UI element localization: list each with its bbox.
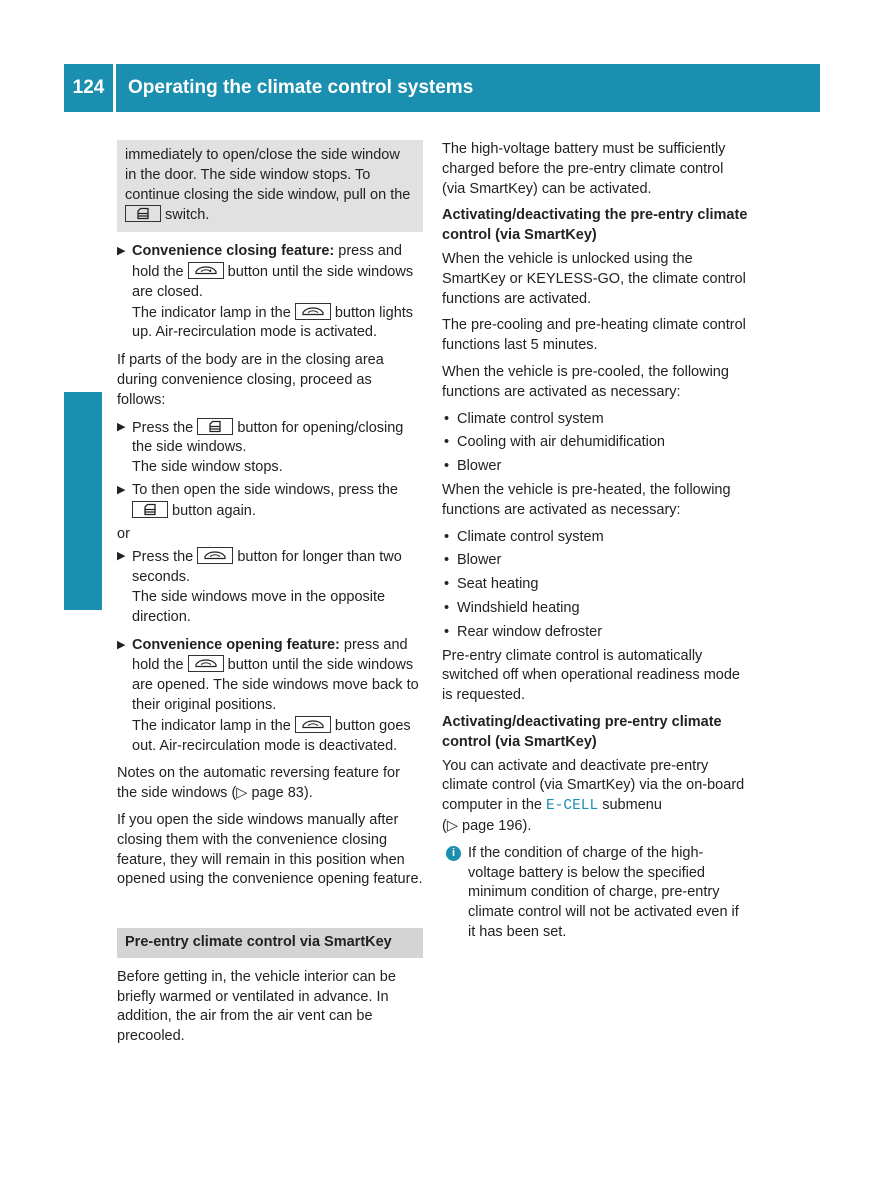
menu-name: E-CELL (545, 798, 599, 815)
step-arrow-icon: ▶ (117, 420, 126, 433)
page-title: Operating the climate control systems (128, 77, 474, 98)
left-column (117, 140, 423, 1054)
air-recirculation-button-icon (188, 655, 224, 672)
info-icon: i (446, 846, 461, 861)
info-note: i If the condition of charge of the high-voltage battery is below the specified minimum condition of charge, pre-entry climate control will not be activated even if it has been set. (442, 844, 748, 943)
note-box (117, 140, 423, 232)
page-number: 124 (64, 64, 116, 112)
window-switch-icon (197, 418, 233, 435)
or-text: or (117, 525, 130, 542)
list-item: • Climate control system (444, 528, 604, 545)
pre-entry-intro: Before getting in, the vehicle interior can be briefly warmed or ventilated in advance. In addition, the air from the air vent can be precooled. (117, 968, 396, 1045)
unlock-text: When the vehicle is unlocked using the SmartKey or KEYLESS-GO, the climate control functions are activated. (442, 250, 746, 307)
list-item: • Blower (444, 552, 502, 569)
list-item: • Rear window defroster (444, 623, 603, 640)
section-heading: Pre-entry climate control via SmartKey (117, 928, 423, 958)
step-open-windows: ▶ To then open the side windows, press the button again. (117, 481, 398, 519)
step-arrow-icon: ▶ (117, 483, 126, 496)
air-recirculation-button-icon (197, 547, 233, 564)
step-convenience-opening: ▶ Convenience opening feature: press and hold the button until the side windows are opened. The side windows move back to their original positions. The indicator lamp in the button goes out. Air-recirculation mode is deactivated. (117, 636, 419, 754)
duration-text: The pre-cooling and pre-heating climate control functions last 5 minutes. (442, 317, 746, 354)
side-tab-label: Climate control (72, 458, 94, 604)
list-item: • Blower (444, 458, 502, 475)
step-convenience-closing: ▶ Convenience closing feature: press and hold the button until the side windows are closed. The indicator lamp in the button lights up. Air-recirculation mode is activated. (117, 243, 414, 341)
window-switch-icon (125, 205, 161, 222)
note-text: immediately to open/close the side window in the door. The side window stops. To continue closing the side window, pull on the (125, 147, 411, 203)
air-recirculation-button-icon (188, 262, 224, 279)
reversing-note: Notes on the automatic reversing feature for the side windows (▷ page 83). (117, 765, 400, 802)
subheading-activating-2: Activating/deactivating pre-entry climate control (via SmartKey) (442, 713, 722, 750)
activate-text: You can activate and deactivate pre-entry climate control (via SmartKey) via the on-board computer in the E-CELL submenu (▷ page 196). (442, 757, 745, 834)
step-arrow-icon: ▶ (117, 245, 126, 258)
air-recirculation-button-icon (295, 303, 331, 320)
list-item: • Seat heating (444, 576, 539, 593)
window-switch-icon (132, 501, 168, 518)
list-item: • Windshield heating (444, 599, 580, 616)
right-column (442, 140, 748, 943)
list-item: • Climate control system (444, 410, 604, 427)
note-text-end: switch. (165, 207, 210, 224)
subheading-activating-1: Activating/deactivating the pre-entry climate control (via SmartKey) (442, 207, 748, 244)
manual-open-note: If you open the side windows manually after closing them with the convenience closing feature, they will remain in this position when opened using the convenience opening feature. (117, 811, 423, 888)
closing-area-text: If parts of the body are in the closing area during convenience closing, proceed as follows: (117, 352, 384, 408)
battery-note: The high-voltage battery must be sufficiently charged before the pre-entry climate control (via SmartKey) can be activated. (442, 141, 726, 197)
switch-off-text: Pre-entry climate control is automatically switched off when operational readiness mode is requested. (442, 647, 740, 704)
step-arrow-icon: ▶ (117, 550, 126, 563)
step-long-press: ▶ Press the button for longer than two seconds. The side windows move in the opposite direction. (117, 549, 402, 625)
step-press-window-button: ▶ Press the button for opening/closing the side windows. The side window stops. (117, 419, 404, 476)
preheated-text: When the vehicle is pre-heated, the following functions are activated as necessary: (442, 481, 731, 518)
page-header (64, 64, 820, 112)
list-item: • Cooling with air dehumidification (444, 434, 665, 451)
precooled-text: When the vehicle is pre-cooled, the following functions are activated as necessary: (442, 363, 729, 400)
step-arrow-icon: ▶ (117, 638, 126, 651)
air-recirculation-button-icon (295, 716, 331, 733)
